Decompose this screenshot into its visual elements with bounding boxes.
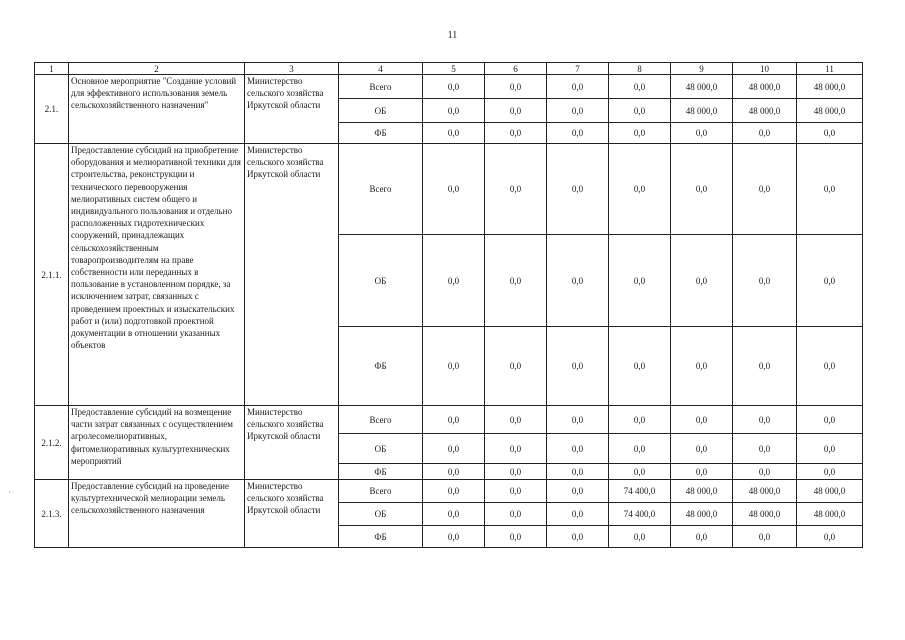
funding-value: 0,0 (423, 75, 485, 99)
funding-value: 0,0 (609, 464, 671, 480)
funding-value: 0,0 (733, 123, 797, 144)
funding-value: 0,0 (733, 464, 797, 480)
funding-value: 0,0 (797, 123, 863, 144)
funding-value: 0,0 (423, 434, 485, 464)
funding-value: 0,0 (797, 144, 863, 235)
funding-value: 0,0 (547, 235, 609, 327)
funding-value: 0,0 (485, 99, 547, 123)
funding-value: 0,0 (485, 434, 547, 464)
funding-value: 0,0 (485, 235, 547, 327)
funding-value: 0,0 (423, 99, 485, 123)
funding-value: 0,0 (733, 327, 797, 406)
funding-source: ФБ (339, 327, 423, 406)
table-row (35, 144, 863, 235)
funding-value: 0,0 (423, 526, 485, 548)
column-header: 1 (35, 63, 69, 75)
activity-description: Основное мероприятие "Создание условий для эффективного использования земель сельскохозяйственного назначения" (69, 75, 245, 144)
funding-value: 48 000,0 (797, 99, 863, 123)
activity-code: 2.1.2. (35, 406, 69, 480)
table-row (35, 75, 863, 99)
funding-value: 0,0 (423, 406, 485, 434)
funding-value: 0,0 (485, 480, 547, 503)
funding-value: 0,0 (609, 406, 671, 434)
funding-value: 0,0 (423, 235, 485, 327)
funding-value: 0,0 (671, 144, 733, 235)
funding-value: 0,0 (423, 503, 485, 526)
activity-code: 2.1.3. (35, 480, 69, 548)
activity-description: Предоставление субсидий на возмещение части затрат связанных с осуществлением агролесомелиоративных, фитомелиоративных культуртехнических мероприятий (69, 406, 245, 480)
funding-value: 48 000,0 (733, 99, 797, 123)
funding-value: 0,0 (485, 123, 547, 144)
funding-value: 0,0 (797, 235, 863, 327)
funding-source: Всего (339, 480, 423, 503)
funding-value: 48 000,0 (733, 75, 797, 99)
funding-value: 48 000,0 (797, 480, 863, 503)
funding-value: 0,0 (547, 480, 609, 503)
funding-source: ФБ (339, 464, 423, 480)
funding-value: 0,0 (547, 75, 609, 99)
funding-value: 0,0 (609, 434, 671, 464)
column-number-header-row (35, 63, 863, 75)
funding-value: 0,0 (609, 235, 671, 327)
column-header: 11 (797, 63, 863, 75)
column-header: 4 (339, 63, 423, 75)
funding-value: 0,0 (547, 464, 609, 480)
funding-value: 0,0 (733, 526, 797, 548)
funding-value: 0,0 (671, 235, 733, 327)
funding-value: 48 000,0 (671, 503, 733, 526)
funding-source: Всего (339, 75, 423, 99)
funding-value: 0,0 (609, 526, 671, 548)
column-header: 2 (69, 63, 245, 75)
funding-value: 0,0 (733, 235, 797, 327)
responsible-organization: Министерство сельского хозяйства Иркутской области (245, 406, 339, 480)
column-header: 10 (733, 63, 797, 75)
funding-source: ОБ (339, 434, 423, 464)
funding-value: 74 400,0 (609, 480, 671, 503)
responsible-organization: Министерство сельского хозяйства Иркутской области (245, 144, 339, 406)
column-header: 7 (547, 63, 609, 75)
funding-value: 48 000,0 (671, 480, 733, 503)
funding-value: 0,0 (797, 406, 863, 434)
funding-value: 0,0 (547, 526, 609, 548)
funding-value: 0,0 (547, 99, 609, 123)
funding-value: 48 000,0 (733, 503, 797, 526)
funding-value: 0,0 (733, 406, 797, 434)
funding-value: 0,0 (423, 144, 485, 235)
funding-value: 48 000,0 (671, 99, 733, 123)
funding-value: 0,0 (485, 526, 547, 548)
page-number: 11 (447, 30, 458, 41)
funding-value: 48 000,0 (797, 503, 863, 526)
column-header: 8 (609, 63, 671, 75)
funding-value: 0,0 (485, 503, 547, 526)
funding-value: 0,0 (485, 144, 547, 235)
funding-value: 0,0 (797, 434, 863, 464)
funding-value: 0,0 (485, 75, 547, 99)
funding-source: ОБ (339, 99, 423, 123)
responsible-organization: Министерство сельского хозяйства Иркутской области (245, 75, 339, 144)
funding-value: 0,0 (671, 406, 733, 434)
table-row (35, 406, 863, 434)
funding-value: 0,0 (609, 99, 671, 123)
program-activities-table (34, 62, 863, 548)
funding-value: 0,0 (733, 144, 797, 235)
activity-description: Предоставление субсидий на приобретение оборудования и мелиоративной техники для строительства, реконструкции и технического перевооружения мелиоративных систем общего и индивидуального пользования и отдельно расположенных гидротехнических сооружений, принадлежащих сельскохозяйственным товаропроизводителям на праве собственности или переданных в пользование в установленном порядке, за исключением затрат, связанных с проведением проектных и изыскательских работ и (или) подготовкой проектной документации в отношении указанных объектов (69, 144, 245, 406)
funding-value: 48 000,0 (797, 75, 863, 99)
margin-mark: · (8, 487, 11, 497)
activity-code: 2.1. (35, 75, 69, 144)
funding-source: ОБ (339, 503, 423, 526)
funding-value: 0,0 (547, 123, 609, 144)
funding-value: 0,0 (733, 434, 797, 464)
funding-value: 0,0 (797, 526, 863, 548)
column-header: 9 (671, 63, 733, 75)
activity-description: Предоставление субсидий на проведение культуртехнической мелиорации земель сельскохозяйственного назначения (69, 480, 245, 548)
funding-value: 0,0 (671, 526, 733, 548)
responsible-organization: Министерство сельского хозяйства Иркутской области (245, 480, 339, 548)
column-header: 6 (485, 63, 547, 75)
funding-value: 0,0 (423, 464, 485, 480)
funding-source: ФБ (339, 526, 423, 548)
funding-value: 0,0 (547, 503, 609, 526)
funding-value: 74 400,0 (609, 503, 671, 526)
funding-value: 0,0 (547, 327, 609, 406)
funding-value: 48 000,0 (733, 480, 797, 503)
funding-value: 0,0 (609, 75, 671, 99)
funding-value: 0,0 (609, 327, 671, 406)
funding-source: Всего (339, 406, 423, 434)
funding-value: 0,0 (609, 144, 671, 235)
funding-value: 0,0 (423, 327, 485, 406)
funding-value: 0,0 (547, 144, 609, 235)
funding-value: 0,0 (485, 406, 547, 434)
funding-value: 0,0 (547, 406, 609, 434)
funding-value: 0,0 (797, 464, 863, 480)
funding-value: 0,0 (547, 434, 609, 464)
funding-value: 0,0 (671, 464, 733, 480)
funding-source: ФБ (339, 123, 423, 144)
funding-source: ОБ (339, 235, 423, 327)
funding-value: 0,0 (423, 480, 485, 503)
funding-source: Всего (339, 144, 423, 235)
column-header: 5 (423, 63, 485, 75)
funding-value: 0,0 (609, 123, 671, 144)
funding-value: 48 000,0 (671, 75, 733, 99)
funding-value: 0,0 (797, 327, 863, 406)
funding-value: 0,0 (423, 123, 485, 144)
funding-value: 0,0 (485, 327, 547, 406)
funding-value: 0,0 (671, 327, 733, 406)
funding-value: 0,0 (671, 434, 733, 464)
funding-value: 0,0 (485, 464, 547, 480)
table-row (35, 480, 863, 503)
activity-code: 2.1.1. (35, 144, 69, 406)
funding-value: 0,0 (671, 123, 733, 144)
column-header: 3 (245, 63, 339, 75)
